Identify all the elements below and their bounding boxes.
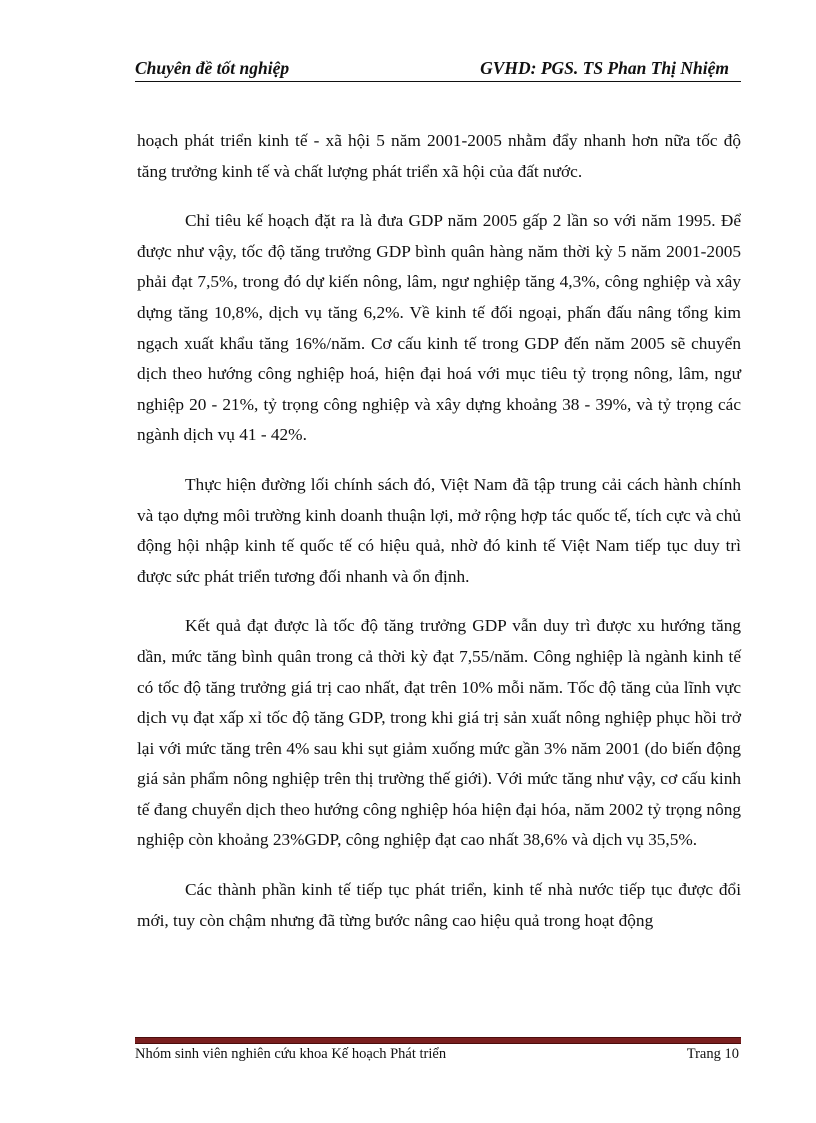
paragraph-economic-sectors: Các thành phần kinh tế tiếp tục phát triển, kinh tế nhà nước tiếp tục được đổi mới, tuy còn chậm nhưng đã từng bước nâng cao hiệu quả trong hoạt động [137, 880, 741, 930]
paragraph-results: Kết quả đạt được là tốc độ tăng trưởng GDP vẫn duy trì được xu hướng tăng dần, mức tăng bình quân trong cả thời kỳ đạt 7,55/năm. Công nghiệp là ngành kinh tế có tốc độ tăng trưởng giá trị cao nhất, đạt trên 10% mỗi năm. Tốc độ tăng của lĩnh vực dịch vụ đạt xấp xỉ tốc độ tăng GDP, trong khi giá trị sản xuất nông nghiệp phục hồi trở lại với mức tăng trên 4% sau khi sụt giảm xuống mức gần 3% năm 2001 (do biến động giá sản phẩm nông nghiệp trên thị trường thế giới). Với mức tăng như vậy, cơ cấu kinh tế đang chuyển dịch theo hướng công nghiệp hóa hiện đại hóa, năm 2002 tỷ trọng nông nghiệp còn khoảng 23%GDP, công nghiệp đạt cao nhất 38,6% và dịch vụ 35,5%. [137, 616, 741, 850]
body-text [137, 126, 741, 955]
footer-group-name: Nhóm sinh viên nghiên cứu khoa Kế hoạch Phát triển [135, 1046, 447, 1062]
page-number: Trang 10 [686, 1046, 739, 1062]
paragraph-continuation: hoạch phát triển kinh tế - xã hội 5 năm 2001-2005 nhằm đẩy nhanh hơn nữa tốc độ tăng trưởng kinh tế và chất lượng phát triển xã hội của đất nước. [137, 131, 741, 181]
paragraph-policy: Thực hiện đường lối chính sách đó, Việt Nam đã tập trung cải cách hành chính và tạo dựng môi trường kinh doanh thuận lợi, mở rộng hợp tác quốc tế, tích cực và chủ động hội nhập kinh tế quốc tế có hiệu quả, nhờ đó kinh tế Việt Nam tiếp tục duy trì được sức phát triển tương đối nhanh và ổn định. [137, 474, 741, 586]
header-document-title: Chuyên đề tốt nghiệp [135, 58, 290, 78]
header-divider [135, 81, 741, 82]
header-advisor: GVHD: PGS. TS Phan Thị Nhiệm [480, 58, 729, 78]
paragraph-plan-targets: Chỉ tiêu kế hoạch đặt ra là đưa GDP năm 2005 gấp 2 lần so với năm 1995. Để được như vậy, tốc độ tăng trưởng GDP bình quân hàng năm thời kỳ 5 năm 2001-2005 phải đạt 7,5%, trong đó dự kiến nông, lâm, ngư nghiệp tăng 4,3%, công nghiệp và xây dựng tăng 10,8%, dịch vụ tăng 6,2%. Về kinh tế đối ngoại, phấn đấu nâng tổng kim ngạch xuất khẩu tăng 16%/năm. Cơ cấu kinh tế trong GDP đến năm 2005 sẽ chuyển dịch theo hướng công nghiệp hoá, hiện đại hoá với mục tiêu tỷ trọng nông, lâm, ngư nghiệp 20 - 21%, tỷ trọng công nghiệp và xây dựng khoảng 38 - 39%, và tỷ trọng các ngành dịch vụ 41 - 42%. [137, 211, 741, 445]
footer-divider [135, 1037, 741, 1044]
